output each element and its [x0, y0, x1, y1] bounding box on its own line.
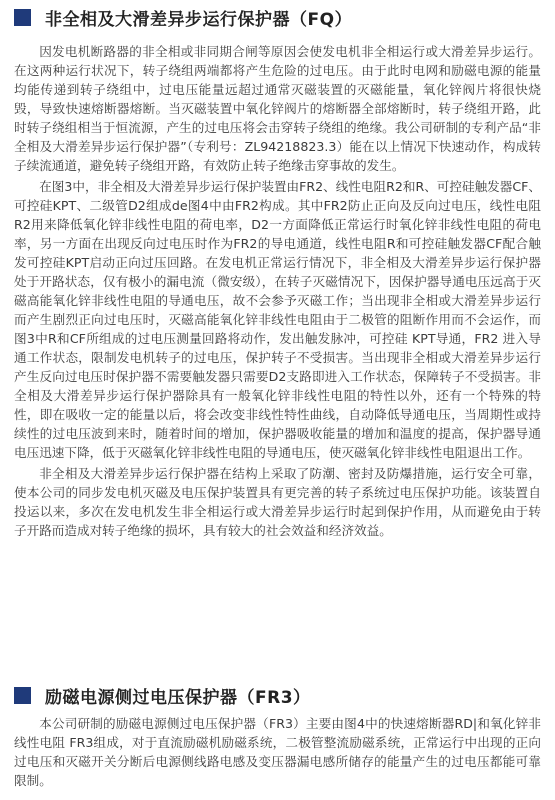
section-title-fr3: 励磁电源侧过电压保护器（FR3）	[45, 687, 311, 708]
paragraph-fr3: 本公司研制的励磁电源侧过电压保护器（FR3）主要由图4中的快速熔断器RD|和氧化锌非线性电阻 FR3组成，对于直流励磁机励磁系统，二极管整流励磁系统，正常运行中出现的正向过电压和灭磁开关分断后电源侧线路电感及变压器漏电感所储存的能量产生的过电压都能可靠限制。	[14, 716, 541, 788]
section-title-fq: 非全相及大滑差异步运行保护器（FQ）	[45, 9, 353, 30]
paragraph-fq-intro: 因发电机断路器的非全相或非同期合闸等原因会使发电机非全相运行或大滑差异步运行。在这两种运行状况下，转子绕组两端都将产生危险的过电压。由于此时电网和励磁电源的能量均能传递到转子绕组中，过电压能量远超过通常灭磁装置的灭磁能量，氧化锌阀片将很快烧毁，导致快速熔断器熔断。当灭磁装置中氧化锌阀片的熔断器全部熔断时，转子绕组开路，此时转子绕组相当于恒流源，产生的过电压将会击穿转子绕组的绝缘。我公司研制的专利产品“非全相及大滑差异步运行保护器”（专利号：ZL94218823.3）能在以上情况下快速动作，构成转子续流通道，避免转子绕组开路，有效防止转子绝缘击穿事故的发生。	[14, 44, 541, 173]
heading-marker-square	[14, 687, 31, 704]
section-heading-fr3	[14, 680, 541, 710]
section-body-fr3	[14, 714, 541, 790]
paragraph-fq-circuit: 在图3中，非全相及大滑差异步运行保护装置由FR2、线性电阻R2和R、可控硅触发器CF、可控硅KPT、二级管D2组成de图4中由FR2构成。其中FR2防止正向及反向过电压，线性电阻R2用来降低氧化锌非线性电阻的荷电率，D2一方面降低正常运行时氧化锌非线性电阻的荷电率，另一方面在出现反向过电压时作为FR2的导电通道，线性电阻R和可控硅触发器CF配合触发可控硅KPT启动正向过压回路。在发电机正常运行情况下，非全相及大滑差异步运行保护器处于开路状态，仅有极小的漏电流（微安级），在转子灭磁情况下，因保护器导通电压远高于灭磁高能氧化锌非线性电阻的导通电压，故不会参予灭磁工作；当出现非全相或大滑差异步运行而产生剧烈正向过电压时，灭磁高能氧化锌非线性电阻由于二极管的阻断作用而不会运作，而图3中R和CF所组成的过电压测量回路将动作，发出触发脉冲，可控硅 KPT导通，FR2 进入导通工作状态，限制发电机转子的过电压，保护转子不受损害。当出现非全相或大滑差异步运行产生反向过电压时保护器不需要触发器只需要D2支路即进入工作状态，保障转子不受损害。非全相及大滑差异步运行保护器除具有一般氧化锌非线性电阻的特性以外，还有一个特殊的特性，即在吸收一定的能量以后，将会改变非线性特性曲线，自动降低导通电压，当周期性或持续性的过电压波到来时，随着时间的增加，保护器吸收能量的增加和温度的提高，保护器导通电压迅速下降，低于灭磁氧化锌非线性电阻的导通电压，使灭磁氧化锌非线性电阻退出工作。	[14, 179, 541, 460]
paragraph-fq-structure: 非全相及大滑差异步运行保护器在结构上采取了防潮、密封及防爆措施，运行安全可靠，使本公司的同步发电机灭磁及电压保护装置具有更完善的转子系统过电压保护功能。该装置自投运以来，多次在发电机发生非全相运行或大滑差异步运行时起到保护作用，从而避免由于转子开路而造成对转子绝缘的损坏，具有较大的社会效益和经济效益。	[14, 466, 541, 538]
section-body-fq	[14, 42, 541, 540]
heading-marker-square	[14, 9, 31, 26]
section-heading-fq	[14, 2, 541, 32]
